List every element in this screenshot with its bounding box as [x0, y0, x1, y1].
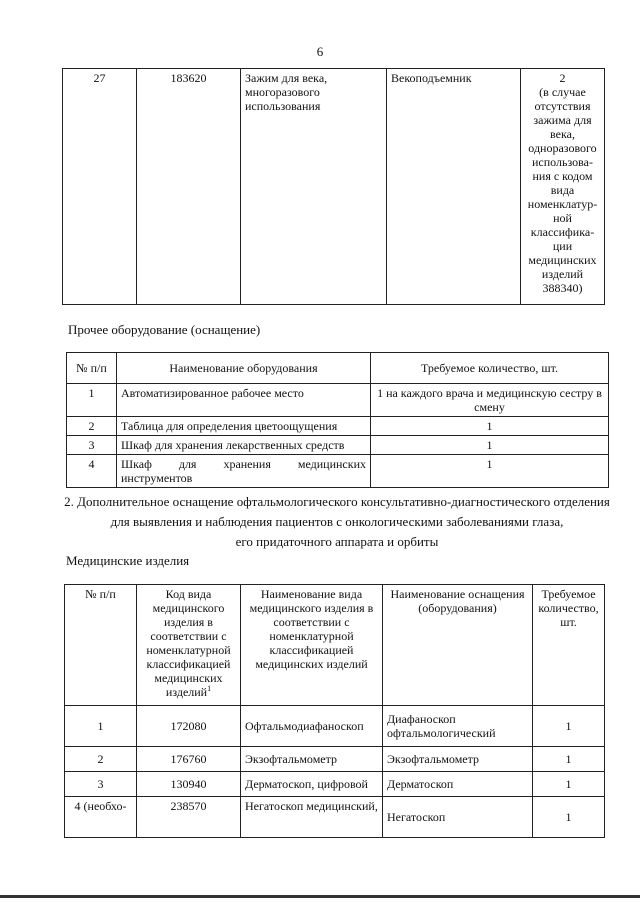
equipment-name: Таблица для определения цветоощущения: [117, 417, 371, 436]
required-quantity: 1: [371, 417, 609, 436]
row-number: 4 (необхо-: [65, 797, 137, 838]
col-header-qty: Требуемое количество, шт.: [371, 353, 609, 384]
table-row: [65, 747, 605, 772]
equipment-name: Экзофтальмометр: [383, 747, 533, 772]
continued-device-table: [62, 68, 605, 305]
row-number: 2: [67, 417, 117, 436]
equipment-name: Негатоскоп: [383, 797, 533, 838]
other-equipment-table: [66, 352, 609, 488]
table-row: [67, 436, 609, 455]
equipment-name: Шкаф для хранения медицинских инструментов: [117, 455, 371, 488]
required-quantity: 2 (в случае отсутствия зажима для века, одноразового использова- ния с кодом вида номенклатур- ной классифика- ции медицинских изделий 388340): [521, 69, 605, 305]
device-code: 130940: [137, 772, 241, 797]
col-header-name: Наименование вида медицинского изделия в соответствии с номенклатурной классификацией медицинских изделий: [241, 585, 383, 706]
other-equipment-title: Прочее оборудование (оснащение): [68, 322, 261, 337]
col-header-code: Код вида медицинского изделия в соответствии с номенклатурной классификацией медицинских изделий$^1$: [137, 585, 241, 706]
required-quantity: 1: [371, 436, 609, 455]
equipment-name: Автоматизированное рабочее место: [117, 384, 371, 417]
row-number: 1: [67, 384, 117, 417]
device-name: Негатоскоп медицинский,: [241, 797, 383, 838]
required-quantity: 1: [533, 797, 605, 838]
device-name: Экзофтальмометр: [241, 747, 383, 772]
row-number: 3: [65, 772, 137, 797]
medical-devices-title: Медицинские изделия: [66, 553, 190, 568]
equipment-name: Диафаноскоп офтальмологический: [383, 706, 533, 747]
row-number: 4: [67, 455, 117, 488]
table-header-row: [67, 353, 609, 384]
table-row: [67, 455, 609, 488]
required-quantity: 1 на каждого врача и медицинскую сестру в смену: [371, 384, 609, 417]
table-row: [67, 417, 609, 436]
row-number: 27: [63, 69, 137, 305]
table-row: [63, 69, 605, 305]
col-header-qty: Требуемое количество, шт.: [533, 585, 605, 706]
device-name: Офтальмодиафаноскоп: [241, 706, 383, 747]
required-quantity: 1: [533, 706, 605, 747]
col-header-equipment: Наименование оснащения (оборудования): [383, 585, 533, 706]
device-code: 172080: [137, 706, 241, 747]
page-number: 6: [316, 44, 324, 59]
col-header-num: № п/п: [65, 585, 137, 706]
table-row: [67, 384, 609, 417]
row-number: 3: [67, 436, 117, 455]
section-2-heading: 2. Дополнительное оснащение офтальмологического консультативно-диагностического отделения для выявления и наблюдения пациентов с онкологическими заболеваниями глаза, его придаточного аппарата и орбиты: [64, 494, 610, 549]
required-quantity: 1: [533, 772, 605, 797]
table-row: [65, 797, 605, 838]
device-code: 176760: [137, 747, 241, 772]
scan-bottom-edge: [0, 895, 640, 898]
device-code: 238570: [137, 797, 241, 838]
col-header-num: № п/п: [67, 353, 117, 384]
device-code: 183620: [137, 69, 241, 305]
table-row: [65, 706, 605, 747]
device-name: Зажим для века, многоразового использования: [241, 69, 387, 305]
row-number: 2: [65, 747, 137, 772]
equipment-name: Дерматоскоп: [383, 772, 533, 797]
col-header-name: Наименование оборудования: [117, 353, 371, 384]
row-number: 1: [65, 706, 137, 747]
required-quantity: 1: [371, 455, 609, 488]
equipment-name: Векоподъемник: [387, 69, 521, 305]
required-quantity: 1: [533, 747, 605, 772]
table-header-row: [65, 585, 605, 706]
medical-devices-table: [64, 584, 605, 838]
equipment-name: Шкаф для хранения лекарственных средств: [117, 436, 371, 455]
table-row: [65, 772, 605, 797]
device-name: Дерматоскоп, цифровой: [241, 772, 383, 797]
